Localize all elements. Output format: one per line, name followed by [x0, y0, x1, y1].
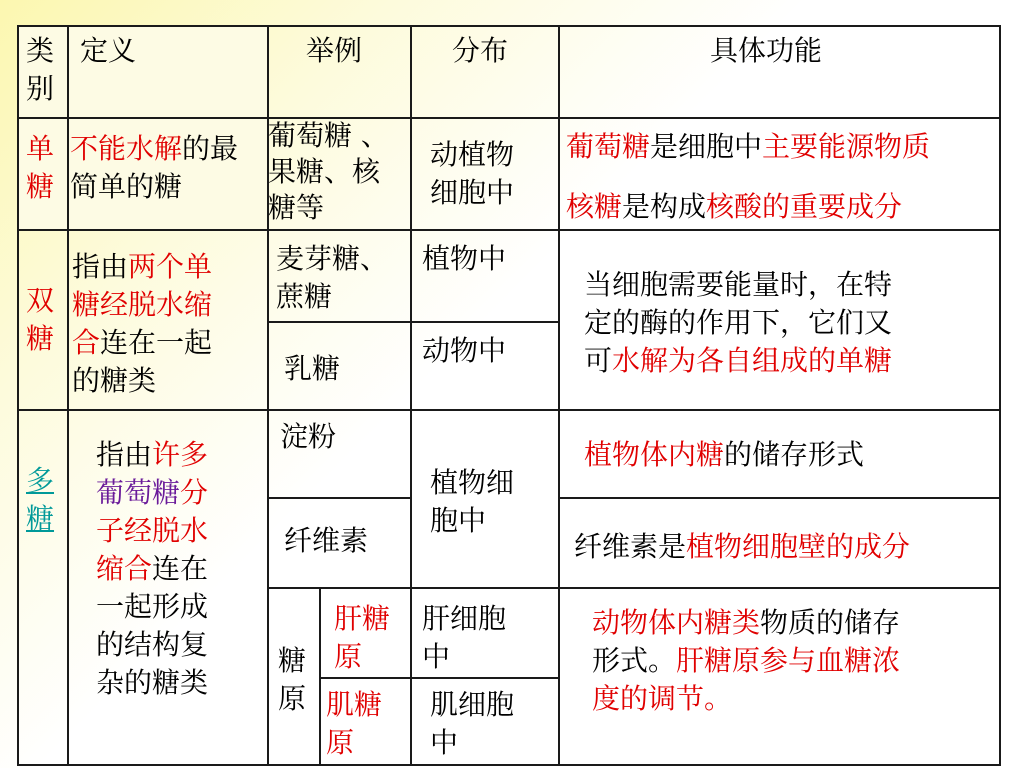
poly-plant-distribution: 植物细 胞中	[430, 466, 515, 537]
grid-line	[558, 25, 560, 766]
poly-cellulose: 纤维素	[284, 524, 369, 557]
grid-line	[18, 229, 1000, 231]
poly-starch-function: 植物体内糖的储存形式	[584, 438, 865, 471]
grid-line	[559, 497, 1000, 499]
poly-muscle-glycogen: 肌糖 原	[326, 688, 383, 759]
grid-line	[18, 25, 1000, 27]
header-category: 类 别	[26, 34, 55, 105]
header-definition: 定义	[80, 34, 137, 67]
poly-definition: 指由许多 葡萄糖分 子经脱水 缩合连在 一起形成 的结构复 杂的糖类	[96, 438, 209, 699]
mono-function-glucose: 葡萄糖是细胞中主要能源物质	[566, 130, 931, 163]
poly-cellulose-function: 纤维素是植物细胞壁的成分	[574, 530, 911, 563]
header-distribution: 分布	[452, 34, 509, 67]
grid-line	[18, 117, 1000, 119]
grid-line	[17, 25, 19, 766]
grid-line	[268, 321, 559, 323]
di-example-maltose-sucrose: 麦芽糖、 蔗糖	[276, 242, 389, 313]
grid-line	[268, 587, 1000, 589]
grid-line	[319, 587, 321, 766]
di-function: 当细胞需要能量时，在特 定的酶的作用下，它们又 可水解为各自组成的单糖	[584, 268, 893, 377]
grid-line	[320, 677, 559, 679]
mono-examples: 葡萄糖 、 果糖、核 糖等	[268, 119, 389, 224]
mono-distribution: 动植物 细胞中	[430, 138, 515, 209]
mono-definition: 不能水解的最 简单的糖	[70, 132, 239, 203]
header-example: 举例	[306, 34, 363, 67]
poly-liver-distribution: 肝细胞 中	[422, 602, 507, 673]
grid-line	[268, 497, 411, 499]
poly-starch: 淀粉	[280, 420, 337, 453]
di-distribution-plant: 植物中	[422, 242, 507, 275]
grid-line	[999, 25, 1001, 766]
grid-line	[18, 409, 1000, 411]
header-function: 具体功能	[710, 34, 823, 67]
di-example-lactose: 乳糖	[284, 352, 341, 385]
di-distribution-animal: 动物中	[422, 334, 507, 367]
poly-liver-glycogen: 肝糖 原	[334, 602, 391, 673]
poly-glycogen-label: 糖 原	[278, 644, 307, 715]
mono-function-ribose: 核糖是构成核酸的重要成分	[566, 190, 903, 223]
grid-line	[67, 25, 69, 766]
poly-glycogen-function: 动物体内糖类物质的储存 形式。肝糖原参与血糖浓 度的调节。	[592, 606, 901, 715]
header-highlight	[18, 26, 268, 118]
mono-category: 单 糖	[26, 132, 55, 203]
poly-category: 多 糖	[26, 464, 55, 535]
grid-line	[410, 25, 412, 766]
poly-muscle-distribution: 肌细胞 中	[430, 688, 515, 759]
di-category: 双 糖	[26, 284, 55, 355]
di-definition: 指由两个单 糖经脱水缩 合连在一起 的糖类	[72, 250, 213, 397]
grid-line	[18, 764, 1000, 766]
